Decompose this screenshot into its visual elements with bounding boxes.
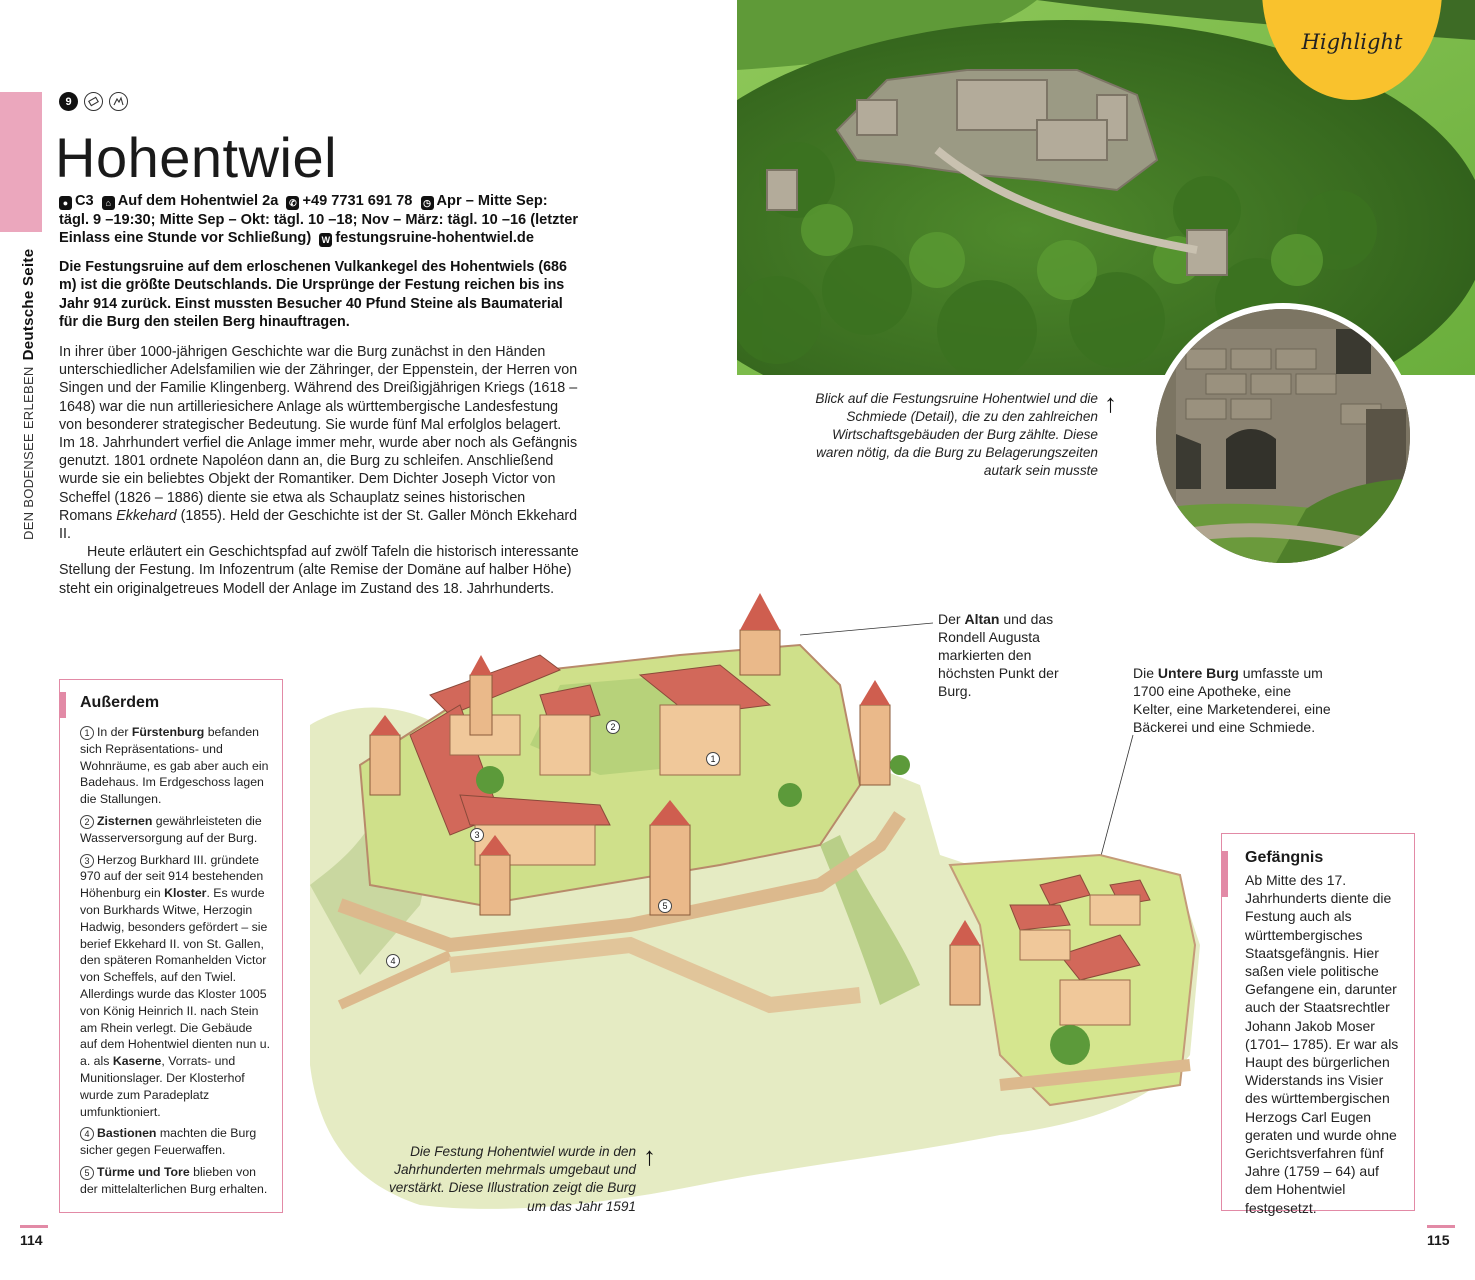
gefaengnis-accent (1221, 851, 1228, 897)
body-text (59, 343, 579, 598)
highlight-label: Highlight (1301, 30, 1403, 54)
illustration-caption: Die Festung Hohentwiel wurde in den Jahrhunderten mehrmals umgebaut und verstärkt. Diese Illustration zeigt die Burg um das Jahr 1591 (388, 1144, 636, 1214)
detail-photo-smithy (1150, 303, 1416, 569)
marker-4: 4 (386, 951, 403, 969)
callout-untere-bold: Untere Burg (1157, 665, 1239, 681)
gefaengnis-title: Gefängnis (1245, 849, 1324, 866)
phone: +49 7731 691 78 (302, 193, 413, 209)
sidebar-section: DEN BODENSEE ERLEBEN (21, 366, 36, 540)
page-number-left: 114 (20, 1232, 43, 1248)
marker-3: 3 (470, 825, 487, 843)
sidebar-accent-bar (0, 92, 42, 232)
house-icon: ⌂ (102, 196, 115, 210)
marker-1: 1 (706, 749, 723, 767)
body-p1-title: Ekkehard (116, 507, 177, 524)
sidebar-label (20, 249, 37, 540)
gefaengnis-text: Ab Mitte des 17. Jahrhunderts diente die Festung auch als württembergisches Staatsgefängnis. Hier saßen viele politische Gefangene ein, darunter auch der Staatsrechtler Johann Jakob Moser (1701– 1785). Er war als Haupt des bürgerlichen Widerstands ins Visier des württembergischen Herzogs Carl Eugen geraten und wurde ohne Gerichtsverfahren fünf Jahre (1759 – 64) auf dem Hohentwiel festgesetzt. (1245, 872, 1399, 1216)
hiking-icon (109, 92, 128, 111)
ticket-icon (84, 92, 103, 111)
practical-info (59, 192, 579, 248)
body-p1-b: (1855). Held der Geschichte ist der St. Galler Mönch Ekkehard II. (59, 507, 578, 543)
callout-altan-bold: Altan (964, 611, 1000, 627)
callout-untere-post: umfasste um 1700 eine Apotheke, eine Kelter, eine Marketenderei, eine Bäckerei und eine Schmiede. (1133, 665, 1331, 735)
body-p1-a: In ihrer über 1000-jährigen Geschichte war die Burg zunächst in den Händen unterschiedlicher Adelsfamilien wie der Zähringer, der Eppenstein, der Herren von Singen und der Familie Klingenberg. Während des Dreißigjährigen Kriegs (1618 – 1648) war die nun artilleriesichere Anlage als württembergische Landesfestung von besonderer strategischer Bedeutung. Sie wurde fünf Mal erfolglos belagert. Im 18. Jahrhundert verfiel die Anlage immer mehr, wurde aber noch als Gefängnis genutzt. 1801 ordnete Napoléon dann an, die Burg zu schleifen. Anschließend wurde sie ein beliebtes Objekt der Romantiker. Dem Dichter Joseph Victor von Scheffel (1826 – 1886) diente sie etwa als Schauplatz seines historischen Romans (59, 344, 578, 524)
sight-number-icon: 9 (59, 92, 78, 111)
body-p2: Heute erläutert ein Geschichtspfad auf zwölf Tafeln die historisch interessante Stellung der Festung. Im Infozentrum (alte Remise der Domäne auf halber Höhe) steht ein originalgetreues Modell der Anlage im Zustand des 18. Jahrhunderts. (59, 544, 579, 597)
map-grid: C3 (75, 193, 94, 209)
lead-paragraph: Die Festungsruine auf dem erloschenen Vulkankegel des Hohentwiels (686 m) ist die größte Deutschlands. Die Ursprünge der Festung reichen bis ins Jahr 914 zurück. Einst mussten Besucher 40 Pfund Steine als Baumaterial für die Burg den steilen Berg hinauftragen. (59, 259, 567, 330)
clock-icon: ◷ (421, 196, 434, 210)
ausserdem-list (80, 724, 272, 1203)
ausserdem-item-1: 1 In der Fürstenburg befanden sich Repräsentations- und Wohnräume, es gab aber auch ein Badehaus. Im Erdgeschoss lagen die Stallungen. (80, 725, 269, 807)
arrow-up-icon-2: ↑ (643, 1141, 656, 1171)
opening-hours: Apr – Mitte Sep: tägl. 9 –19:30; Mitte Sep – Okt: tägl. 10 –18; Nov – März: tägl. 10 –16 (letzter Einlass eine Stunde vor Schließung) (59, 193, 579, 246)
page-title: Hohentwiel (55, 126, 338, 189)
sidebar-chapter: Deutsche Seite (20, 248, 37, 361)
ausserdem-item-2: 2 Zisternen gewährleisteten die Wasserversorgung auf der Burg. (80, 813, 262, 845)
phone-icon: ✆ (286, 196, 299, 210)
marker-5: 5 (658, 896, 675, 914)
callout-altan-pre: Der (938, 611, 965, 627)
ausserdem-title: Außerdem (80, 694, 160, 711)
ausserdem-item-3: 3 Herzog Burkhard III. gründete 970 auf der seit 914 bestehenden Höhenburg ein Kloster. Es wurde von Burkhards Witwe, Herzogin Hadwig, besonders gefördert – sie berief Ekkehard II. von St. Gallen, den späteren Romanhelden Victor von Scheffels, auf den Twiel. Allerdings wurde das Kloster 1005 von König Heinrich II. nach Stein am Rhein verlegt. Die Gebäude auf dem Hohentwiel dienten nun u. a. als Kaserne, Vorrats- und Munitionslager. Der Klosterhof wurde zum Paradeplatz umfunktioniert. (80, 852, 271, 1119)
ausserdem-item-5: 5 Türme und Tore blieben von der mittelalterlichen Burg erhalten. (80, 1164, 268, 1196)
page-bar-left (20, 1225, 48, 1228)
ausserdem-accent (59, 692, 66, 718)
photo-caption: Blick auf die Festungsruine Hohentwiel und die Schmiede (Detail), die zu den zahlreichen Wirtschaftsgebäuden der Burg zählte. Diese waren nötig, da die Burg zu Belagerungszeiten autark sein musste (815, 391, 1098, 478)
ausserdem-item-4: 4 Bastionen machten die Burg sicher gegen Feuerwaffen. (80, 1126, 257, 1158)
castle-illustration (300, 585, 1220, 1225)
address: Auf dem Hohentwiel 2a (117, 193, 279, 209)
arrow-up-icon: ↑ (1104, 388, 1117, 418)
website: festungsruine-hohentwiel.de (335, 230, 534, 246)
callout-untere-pre: Die (1133, 665, 1158, 681)
web-icon: W (319, 233, 332, 247)
marker-2: 2 (606, 717, 623, 735)
map-pin-icon: ● (59, 196, 72, 210)
callout-altan-post: und das Rondell Augusta markierten den höchsten Punkt der Burg. (938, 611, 1059, 699)
page-number-right: 115 (1427, 1232, 1450, 1248)
attraction-icons (59, 92, 128, 111)
page-bar-right (1427, 1225, 1455, 1228)
